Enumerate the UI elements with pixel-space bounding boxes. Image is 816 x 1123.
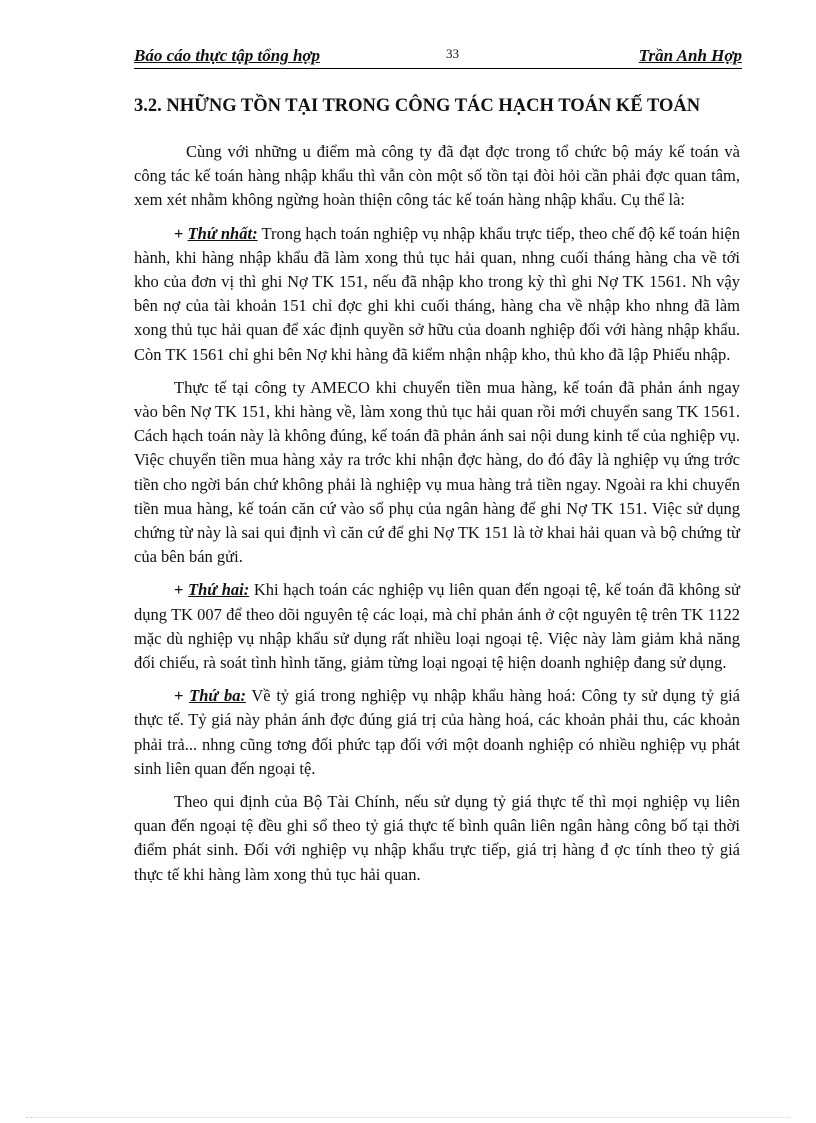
section-title: 3.2. NHỮNG TỒN TẠI TRONG CÔNG TÁC HẠCH TOÁN KẾ TOÁN xyxy=(134,96,701,116)
third-issue-paragraph xyxy=(134,684,740,781)
report-title: Báo cáo thực tập tổng hợp xyxy=(134,46,321,65)
bullet-marker: + xyxy=(174,686,184,706)
body-text xyxy=(134,140,740,896)
page-header xyxy=(134,44,742,69)
first-issue-text: Trong hạch toán nghiệp vụ nhập khẩu trực tiếp, theo chế độ kế toán hiện hành, khi hàng nhập khẩu đã làm xong thủ tục hải quan, nhng cuối tháng hàng cha về tới kho của đơn vị thì ghi Nợ TK 151, nếu đã nhập kho trong kỳ thì ghi Nợ TK 1561. Nh vậy bên nợ của tài khoản 151 chỉ đợc ghi khi cuối tháng, hàng cha về nhập kho nhng đã làm xong thủ tục hải quan để xác định quyền sở hữu của doanh nghiệp đối với hàng nhập khẩu. Còn TK 1561 chỉ ghi bên Nợ khi hàng đã kiểm nhận nhập kho, thủ kho đã lập Phiếu nhập. xyxy=(134,223,741,364)
bullet-marker: + xyxy=(174,580,184,600)
closing-paragraph: Theo qui định của Bộ Tài Chính, nếu sử dụng tỷ giá thực tế thì mọi nghiệp vụ liên quan đến ngoại tệ đều ghi sổ theo tỷ giá thực tế bình quân liên ngân hàng công bố tại thời điểm phát sinh. Đối với nghiệp vụ nhập khẩu trực tiếp, giá trị hàng đ ợc tính theo tỷ giá thực tế khi hàng làm xong thủ tục hải quan. xyxy=(134,792,740,884)
third-issue-heading: Thứ ba: xyxy=(189,686,246,706)
first-issue-heading: Thứ nhất: xyxy=(187,223,258,243)
author-name: Trần Anh Hợp xyxy=(638,46,742,65)
third-issue-text: Về tỷ giá trong nghiệp vụ nhập khẩu hàng hoá: Công ty sử dụng tỷ giá thực tế. Tỷ giá này phản ánh đợc đúng giá trị của hàng hoá, các khoản phải thu, các khoản phải trả... nhng cũng tơng đối phức tạp đối với một doanh nghiệp có nhiều nghiệp vụ phát sinh liên quan đến ngoại tệ. xyxy=(134,686,741,778)
second-issue-text: Khi hạch toán các nghiệp vụ liên quan đến ngoại tệ, kế toán đã không sử dụng TK 007 để theo dõi nguyên tệ các loại, mà chỉ phản ánh ở cột nguyên tệ trên TK 1122 mặc dù nghiệp vụ nhập khẩu sử dụng rất nhiều loại ngoại tệ. Việc này làm giảm khả năng đối chiếu, rà soát tình hình tăng, giảm từng loại ngoại tệ hiện doanh nghiệp đang sử dụng. xyxy=(134,580,741,673)
ameco-paragraph: Thực tế tại công ty AMECO khi chuyển tiền mua hàng, kế toán đã phản ánh ngay vào bên Nợ TK 151, khi hàng về, làm xong thủ tục hải quan rồi mới chuyển sang TK 1561. Cách hạch toán này là không đúng, kế toán đã phản ánh sai nội dung kinh tế của nghiệp vụ. Việc chuyển tiền mua hàng xảy ra trớc khi nhận đợc hàng, do đó đây là nghiệp vụ ứng trớc tiền cho ngời bán chứ không phải là nghiệp vụ mua hàng trả tiền ngay. Ngoài ra khi chuyển tiền mua hàng, kế toán căn cứ vào sổ phụ của ngân hàng để ghi Nợ TK 151. Việc sử dụng chứng từ này là sai qui định vì căn cứ để ghi Nợ TK 151 là tờ khai hải quan và bộ chứng từ của bên bán gửi. xyxy=(134,377,740,567)
bullet-marker: + xyxy=(174,223,184,243)
page-bottom-border xyxy=(26,1117,790,1118)
page-number: 33 xyxy=(446,46,459,61)
first-issue-paragraph xyxy=(134,222,740,367)
second-issue-paragraph xyxy=(134,578,740,675)
intro-paragraph: Cùng với những u điểm mà công ty đã đạt đợc trong tổ chức bộ máy kế toán và công tác kế toán hàng nhập khẩu thì vẫn còn một số tồn tại đòi hỏi cần phải đợc quan tâm, xem xét nhằm không ngừng hoàn thiện công tác kế toán hàng nhập khẩu. Cụ thể là: xyxy=(134,142,740,210)
second-issue-heading: Thứ hai: xyxy=(188,580,250,600)
